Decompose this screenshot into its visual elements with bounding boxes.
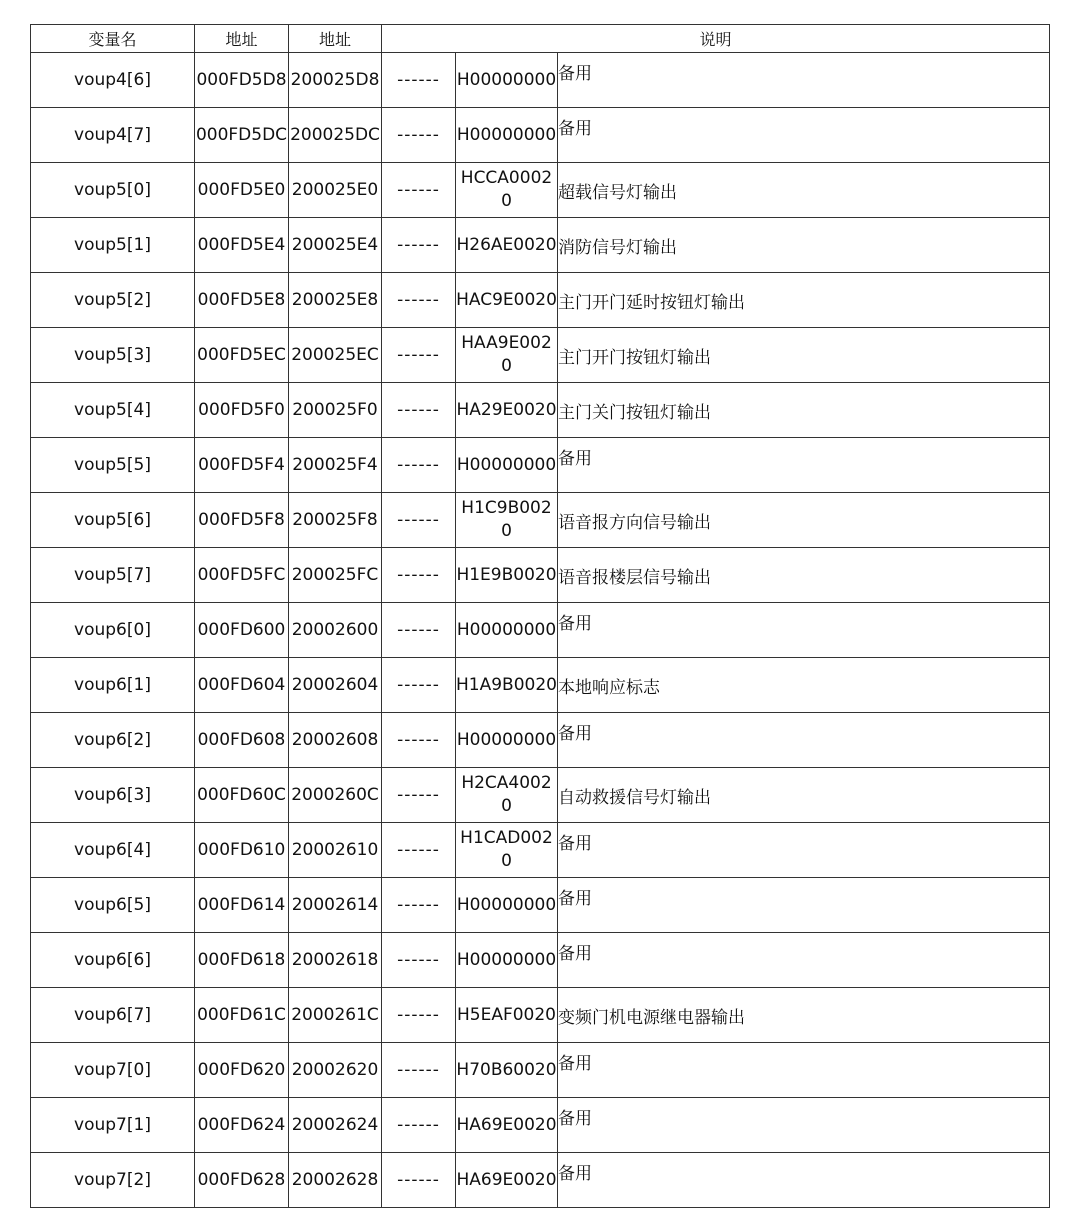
variable-name-cell: voup6[4] — [31, 823, 195, 878]
table-row — [31, 658, 1050, 713]
address-2-cell: 200025FC — [289, 548, 382, 603]
variable-table — [30, 24, 1050, 1208]
address-1-cell: 000FD614 — [195, 878, 289, 933]
table-row — [31, 1043, 1050, 1098]
table-row — [31, 273, 1050, 328]
description-cell: 本地响应标志 — [558, 658, 1050, 713]
address-1-cell: 000FD5E0 — [195, 163, 289, 218]
address-1-cell: 000FD628 — [195, 1153, 289, 1208]
address-1-cell: 000FD5D8 — [195, 53, 289, 108]
address-1-cell: 000FD5DC — [195, 108, 289, 163]
table-row — [31, 768, 1050, 823]
table-row — [31, 53, 1050, 108]
description-cell: 备用 — [558, 108, 1050, 163]
table-row — [31, 988, 1050, 1043]
description-cell: 备用 — [558, 933, 1050, 988]
address-1-cell: 000FD61C — [195, 988, 289, 1043]
description-cell: 超载信号灯输出 — [558, 163, 1050, 218]
hex-value-cell: H00000000 — [456, 53, 558, 108]
address-1-cell: 000FD604 — [195, 658, 289, 713]
address-2-cell: 200025E4 — [289, 218, 382, 273]
table-row — [31, 823, 1050, 878]
dash-placeholder-cell: ------ — [382, 438, 456, 493]
table-row — [31, 933, 1050, 988]
description-cell: 主门开门延时按钮灯输出 — [558, 273, 1050, 328]
variable-name-cell: voup4[6] — [31, 53, 195, 108]
address-2-cell: 200025E8 — [289, 273, 382, 328]
description-cell: 备用 — [558, 438, 1050, 493]
variable-name-cell: voup5[6] — [31, 493, 195, 548]
table-header-row — [31, 25, 1050, 53]
hex-value-cell: H5EAF0020 — [456, 988, 558, 1043]
dash-placeholder-cell: ------ — [382, 768, 456, 823]
dash-placeholder-cell: ------ — [382, 53, 456, 108]
table-row — [31, 108, 1050, 163]
variable-name-cell: voup5[5] — [31, 438, 195, 493]
address-2-cell: 200025F4 — [289, 438, 382, 493]
hex-value-cell: H26AE0020 — [456, 218, 558, 273]
hex-value-cell: H00000000 — [456, 438, 558, 493]
address-1-cell: 000FD5FC — [195, 548, 289, 603]
address-1-cell: 000FD5F0 — [195, 383, 289, 438]
variable-name-cell: voup6[0] — [31, 603, 195, 658]
address-1-cell: 000FD618 — [195, 933, 289, 988]
variable-name-cell: voup6[3] — [31, 768, 195, 823]
dash-placeholder-cell: ------ — [382, 1153, 456, 1208]
dash-placeholder-cell: ------ — [382, 273, 456, 328]
address-2-cell: 200025EC — [289, 328, 382, 383]
dash-placeholder-cell: ------ — [382, 548, 456, 603]
address-1-cell: 000FD5F8 — [195, 493, 289, 548]
table-row — [31, 878, 1050, 933]
address-1-cell: 000FD5F4 — [195, 438, 289, 493]
hex-value-cell: H2CA40020 — [456, 768, 558, 823]
description-cell: 语音报楼层信号输出 — [558, 548, 1050, 603]
header-address-1: 地址 — [195, 25, 289, 53]
address-2-cell: 20002620 — [289, 1043, 382, 1098]
description-cell: 消防信号灯输出 — [558, 218, 1050, 273]
hex-value-cell: H00000000 — [456, 713, 558, 768]
hex-value-cell: H1CAD0020 — [456, 823, 558, 878]
hex-value-cell: H00000000 — [456, 878, 558, 933]
address-2-cell: 20002604 — [289, 658, 382, 713]
address-2-cell: 20002610 — [289, 823, 382, 878]
dash-placeholder-cell: ------ — [382, 933, 456, 988]
dash-placeholder-cell: ------ — [382, 108, 456, 163]
table-row — [31, 603, 1050, 658]
dash-placeholder-cell: ------ — [382, 1043, 456, 1098]
address-2-cell: 20002618 — [289, 933, 382, 988]
address-1-cell: 000FD5EC — [195, 328, 289, 383]
address-2-cell: 20002600 — [289, 603, 382, 658]
hex-value-cell: HCCA00020 — [456, 163, 558, 218]
description-cell: 语音报方向信号输出 — [558, 493, 1050, 548]
address-2-cell: 20002628 — [289, 1153, 382, 1208]
dash-placeholder-cell: ------ — [382, 878, 456, 933]
dash-placeholder-cell: ------ — [382, 218, 456, 273]
description-cell: 备用 — [558, 603, 1050, 658]
description-cell: 备用 — [558, 1098, 1050, 1153]
hex-value-cell: H00000000 — [456, 108, 558, 163]
description-cell: 备用 — [558, 713, 1050, 768]
address-2-cell: 200025D8 — [289, 53, 382, 108]
description-cell: 主门开门按钮灯输出 — [558, 328, 1050, 383]
variable-name-cell: voup4[7] — [31, 108, 195, 163]
table-row — [31, 163, 1050, 218]
hex-value-cell: H1C9B0020 — [456, 493, 558, 548]
hex-value-cell: HA69E0020 — [456, 1098, 558, 1153]
variable-name-cell: voup6[7] — [31, 988, 195, 1043]
variable-name-cell: voup6[5] — [31, 878, 195, 933]
dash-placeholder-cell: ------ — [382, 493, 456, 548]
table-row — [31, 548, 1050, 603]
table-row — [31, 1153, 1050, 1208]
address-2-cell: 200025F8 — [289, 493, 382, 548]
address-2-cell: 2000261C — [289, 988, 382, 1043]
description-cell: 主门关门按钮灯输出 — [558, 383, 1050, 438]
address-1-cell: 000FD600 — [195, 603, 289, 658]
address-2-cell: 2000260C — [289, 768, 382, 823]
dash-placeholder-cell: ------ — [382, 603, 456, 658]
variable-name-cell: voup6[6] — [31, 933, 195, 988]
table-row — [31, 438, 1050, 493]
dash-placeholder-cell: ------ — [382, 658, 456, 713]
dash-placeholder-cell: ------ — [382, 383, 456, 438]
dash-placeholder-cell: ------ — [382, 163, 456, 218]
table-row — [31, 1098, 1050, 1153]
description-cell: 备用 — [558, 1153, 1050, 1208]
address-1-cell: 000FD5E8 — [195, 273, 289, 328]
table-row — [31, 383, 1050, 438]
variable-name-cell: voup7[1] — [31, 1098, 195, 1153]
description-cell: 备用 — [558, 53, 1050, 108]
table-row — [31, 493, 1050, 548]
variable-name-cell: voup6[2] — [31, 713, 195, 768]
hex-value-cell: HA29E0020 — [456, 383, 558, 438]
table-row — [31, 328, 1050, 383]
table-body — [31, 53, 1050, 1208]
hex-value-cell: H00000000 — [456, 603, 558, 658]
header-variable-name: 变量名 — [31, 25, 195, 53]
description-cell: 备用 — [558, 1043, 1050, 1098]
dash-placeholder-cell: ------ — [382, 823, 456, 878]
table-row — [31, 218, 1050, 273]
description-cell: 变频门机电源继电器输出 — [558, 988, 1050, 1043]
description-cell: 备用 — [558, 823, 1050, 878]
variable-name-cell: voup5[7] — [31, 548, 195, 603]
hex-value-cell: HA69E0020 — [456, 1153, 558, 1208]
hex-value-cell: H1E9B0020 — [456, 548, 558, 603]
dash-placeholder-cell: ------ — [382, 1098, 456, 1153]
description-cell: 自动救援信号灯输出 — [558, 768, 1050, 823]
variable-name-cell: voup5[1] — [31, 218, 195, 273]
variable-name-cell: voup5[4] — [31, 383, 195, 438]
address-1-cell: 000FD610 — [195, 823, 289, 878]
dash-placeholder-cell: ------ — [382, 988, 456, 1043]
hex-value-cell: H00000000 — [456, 933, 558, 988]
header-description: 说明 — [382, 25, 1050, 53]
variable-name-cell: voup5[3] — [31, 328, 195, 383]
address-2-cell: 200025DC — [289, 108, 382, 163]
hex-value-cell: HAC9E0020 — [456, 273, 558, 328]
header-address-2: 地址 — [289, 25, 382, 53]
hex-value-cell: H70B60020 — [456, 1043, 558, 1098]
hex-value-cell: HAA9E0020 — [456, 328, 558, 383]
address-1-cell: 000FD624 — [195, 1098, 289, 1153]
variable-name-cell: voup6[1] — [31, 658, 195, 713]
address-1-cell: 000FD5E4 — [195, 218, 289, 273]
address-1-cell: 000FD620 — [195, 1043, 289, 1098]
address-2-cell: 20002614 — [289, 878, 382, 933]
table-row — [31, 713, 1050, 768]
description-cell: 备用 — [558, 878, 1050, 933]
variable-name-cell: voup7[2] — [31, 1153, 195, 1208]
variable-name-cell: voup5[2] — [31, 273, 195, 328]
address-2-cell: 200025F0 — [289, 383, 382, 438]
hex-value-cell: H1A9B0020 — [456, 658, 558, 713]
dash-placeholder-cell: ------ — [382, 713, 456, 768]
address-1-cell: 000FD608 — [195, 713, 289, 768]
address-2-cell: 200025E0 — [289, 163, 382, 218]
variable-name-cell: voup5[0] — [31, 163, 195, 218]
variable-name-cell: voup7[0] — [31, 1043, 195, 1098]
address-1-cell: 000FD60C — [195, 768, 289, 823]
address-2-cell: 20002608 — [289, 713, 382, 768]
address-2-cell: 20002624 — [289, 1098, 382, 1153]
dash-placeholder-cell: ------ — [382, 328, 456, 383]
